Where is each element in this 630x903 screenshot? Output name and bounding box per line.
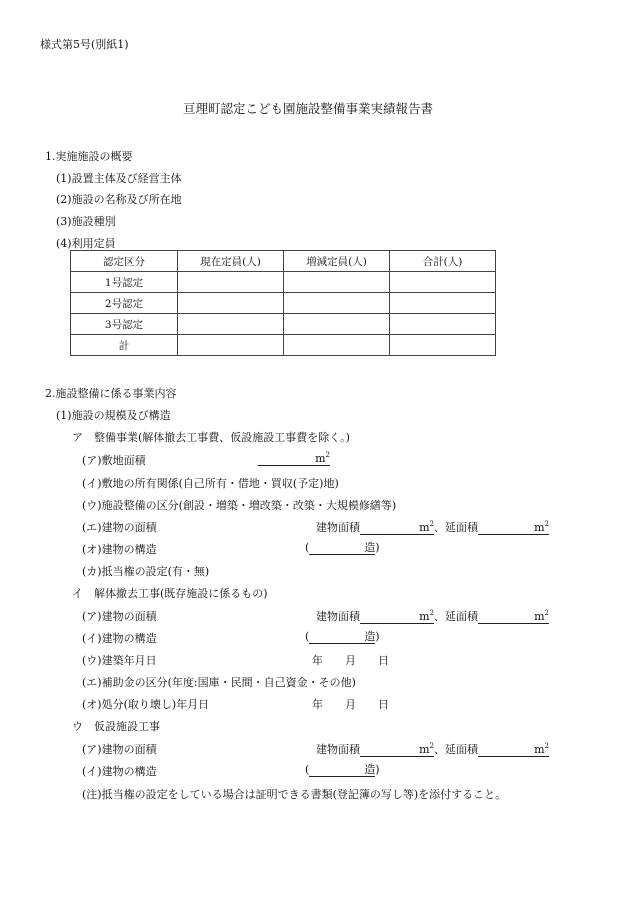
- capacity-table: [70, 250, 496, 356]
- structure-suffix: 造: [364, 763, 376, 776]
- i-heading: イ 解体撤去工事(既存施設に係るもの): [72, 587, 268, 600]
- table-row: [71, 314, 496, 335]
- a-heading: ア 整備事業(解体撤去工事費、仮設施設工事費を除く。): [72, 431, 350, 444]
- building-area-label: 建物面積: [316, 743, 360, 756]
- unit-superscript: 2: [325, 451, 330, 459]
- section2-sub1: (1)施設の規模及び構造: [56, 409, 171, 422]
- table-cell: [390, 335, 496, 356]
- paren-close: ): [375, 541, 380, 554]
- section1-item1: (1)設置主体及び経営主体: [56, 172, 182, 185]
- paren-open: (: [305, 630, 310, 643]
- u-heading: ウ 仮設施設工事: [72, 720, 160, 733]
- table-cell: [178, 272, 284, 293]
- table-header-cell: 認定区分: [71, 251, 178, 272]
- unit-label: m: [315, 452, 326, 465]
- floor-area-field[interactable]: [478, 521, 549, 535]
- document-title: 亘理町認定こども園施設整備事業実績報告書: [183, 101, 434, 116]
- table-header-row: [71, 251, 496, 272]
- note: (注)抵当権の設定をしている場合は証明できる書類(登記簿の写し等)を添付すること。: [82, 788, 507, 801]
- structure-field[interactable]: [305, 541, 380, 555]
- table-cell: [390, 314, 496, 335]
- unit-superscript: 2: [544, 520, 549, 528]
- table-header-cell: 増減定員(人): [284, 251, 390, 272]
- unit-label: m: [534, 610, 545, 623]
- floor-area-field[interactable]: [478, 743, 549, 757]
- a-structure: (オ)建物の構造: [82, 543, 157, 556]
- unit-superscript: 2: [429, 742, 434, 750]
- unit-superscript: 2: [429, 609, 434, 617]
- unit-label: m: [419, 610, 430, 623]
- table-row: [71, 335, 496, 356]
- i-subsidy: (エ)補助金の区分(年度:国庫・民間・自己資金・その他): [82, 676, 356, 689]
- i-structure: (イ)建物の構造: [82, 632, 157, 645]
- structure-field[interactable]: [305, 763, 380, 777]
- section1-item4: (4)利用定員: [56, 237, 116, 250]
- table-header-cell: 合計(人): [390, 251, 496, 272]
- a-building-area: (エ)建物の面積: [82, 521, 157, 534]
- area-fields: [316, 608, 549, 624]
- unit-label: m: [534, 521, 545, 534]
- unit-superscript: 2: [544, 609, 549, 617]
- table-row-label: 計: [71, 335, 178, 356]
- disposal-date-field[interactable]: [312, 696, 389, 712]
- paren-close: ): [375, 763, 380, 776]
- site-area-field[interactable]: [258, 452, 330, 466]
- building-area-field[interactable]: [360, 521, 434, 535]
- paren-open: (: [305, 763, 310, 776]
- day-label: 日: [378, 654, 389, 667]
- built-date-field[interactable]: [312, 652, 389, 668]
- a-category: (ウ)施設整備の区分(創設・増築・増改築・改築・大規模修繕等): [82, 499, 397, 512]
- structure-suffix: 造: [364, 630, 376, 643]
- floor-area-field[interactable]: [478, 610, 549, 624]
- table-row: [71, 272, 496, 293]
- unit-label: m: [419, 743, 430, 756]
- building-area-field[interactable]: [360, 743, 434, 757]
- building-area-label: 建物面積: [316, 521, 360, 534]
- table-cell: [284, 272, 390, 293]
- u-building-area: (ア)建物の面積: [82, 743, 157, 756]
- a-site-area: (ア)敷地面積: [82, 454, 146, 467]
- form-number: 様式第5号(別紙1): [40, 38, 129, 51]
- floor-area-label: 、延面積: [434, 743, 478, 756]
- table-row-label: 1号認定: [71, 272, 178, 293]
- paren-close: ): [375, 630, 380, 643]
- table-cell: [284, 335, 390, 356]
- i-built-date: (ウ)建築年月日: [82, 654, 157, 667]
- i-building-area: (ア)建物の面積: [82, 610, 157, 623]
- area-fields: [316, 519, 549, 535]
- month-label: 月: [345, 654, 356, 667]
- u-structure: (イ)建物の構造: [82, 765, 157, 778]
- year-label: 年: [312, 654, 323, 667]
- section2-heading: 2.施設整備に係る事業内容: [45, 387, 177, 400]
- building-area-field[interactable]: [360, 610, 434, 624]
- area-fields: [316, 741, 549, 757]
- table-cell: [390, 293, 496, 314]
- table-header-cell: 現在定員(人): [178, 251, 284, 272]
- table-row-label: 3号認定: [71, 314, 178, 335]
- month-label: 月: [345, 698, 356, 711]
- table-cell: [178, 293, 284, 314]
- table-cell: [284, 314, 390, 335]
- unit-label: m: [419, 521, 430, 534]
- section1-item3: (3)施設種別: [56, 215, 116, 228]
- i-disposal-date: (オ)処分(取り壊し)年月日: [82, 698, 210, 711]
- a-mortgage: (カ)抵当権の設定(有・無): [82, 565, 210, 578]
- structure-field[interactable]: [305, 630, 380, 644]
- unit-superscript: 2: [544, 742, 549, 750]
- unit-label: m: [534, 743, 545, 756]
- a-ownership: (イ)敷地の所有関係(自己所有・借地・買収(予定)地): [82, 477, 339, 490]
- section1-heading: 1.実施施設の概要: [45, 150, 133, 163]
- table-cell: [390, 272, 496, 293]
- table-cell: [178, 335, 284, 356]
- table-row: [71, 293, 496, 314]
- paren-open: (: [305, 541, 310, 554]
- building-area-label: 建物面積: [316, 610, 360, 623]
- section1-item2: (2)施設の名称及び所在地: [56, 193, 182, 206]
- day-label: 日: [378, 698, 389, 711]
- table-cell: [178, 314, 284, 335]
- year-label: 年: [312, 698, 323, 711]
- unit-superscript: 2: [429, 520, 434, 528]
- table-cell: [284, 293, 390, 314]
- structure-suffix: 造: [364, 541, 376, 554]
- floor-area-label: 、延面積: [434, 521, 478, 534]
- table-row-label: 2号認定: [71, 293, 178, 314]
- floor-area-label: 、延面積: [434, 610, 478, 623]
